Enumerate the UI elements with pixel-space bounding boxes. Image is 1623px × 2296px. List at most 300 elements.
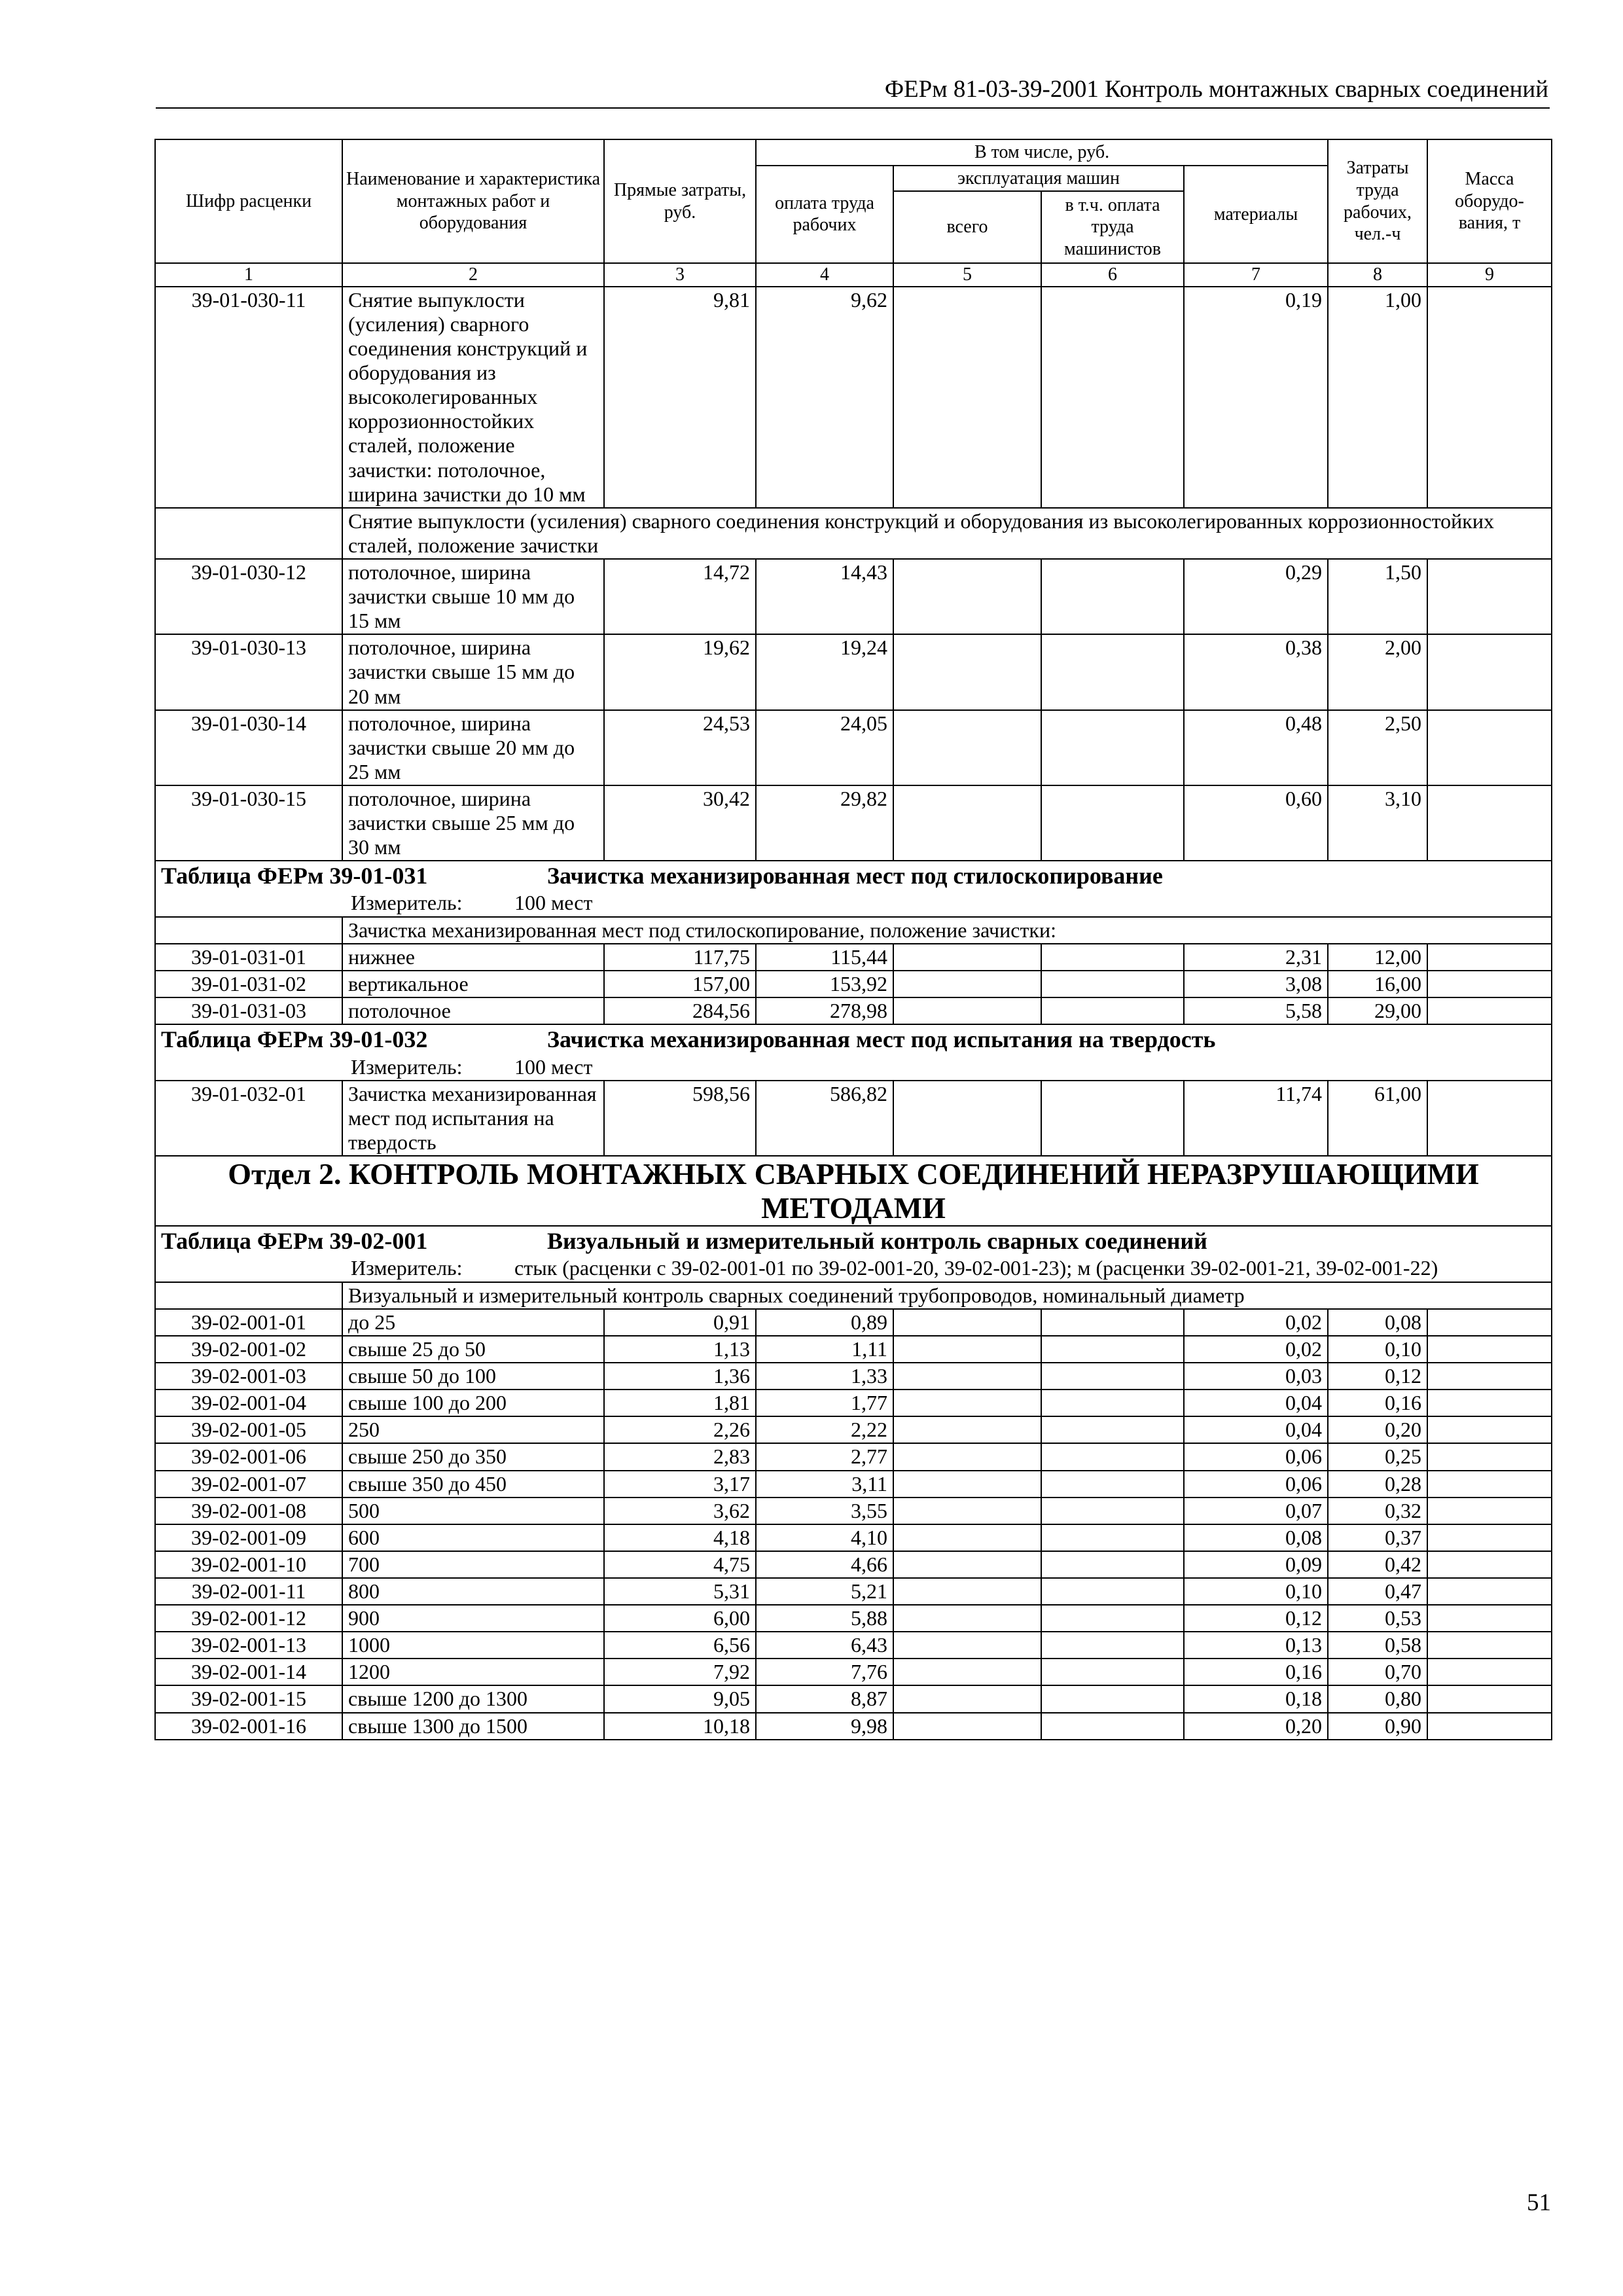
row-wages: 4,10	[756, 1524, 893, 1551]
row-name: 800	[342, 1578, 604, 1605]
row-direct: 1,36	[604, 1363, 756, 1390]
row-direct: 3,17	[604, 1471, 756, 1498]
row-mass	[1427, 1551, 1552, 1578]
section-title: Отдел 2. КОНТРОЛЬ МОНТАЖНЫХ СВАРНЫХ СОЕДИНЕНИЙ НЕРАЗРУШАЮЩИМИ МЕТОДАМИ	[155, 1156, 1552, 1226]
block-caption: Визуальный и измерительный контроль сварных соединений трубопроводов, номинальный диаметр	[342, 1282, 1552, 1309]
row-code: 39-01-031-02	[155, 971, 342, 997]
column-numbers-row	[155, 263, 1552, 287]
table-row	[155, 710, 1552, 785]
row-labor: 0,47	[1328, 1578, 1427, 1605]
row-machinists	[1041, 1081, 1184, 1156]
row-machines-total	[893, 785, 1041, 861]
row-mass	[1427, 1363, 1552, 1390]
table-row	[155, 1659, 1552, 1685]
row-wages: 115,44	[756, 944, 893, 971]
row-direct: 9,05	[604, 1685, 756, 1712]
row-machinists	[1041, 1524, 1184, 1551]
row-mass	[1427, 1498, 1552, 1524]
row-name: 500	[342, 1498, 604, 1524]
caption-row	[155, 1282, 1552, 1309]
row-mass	[1427, 1416, 1552, 1443]
row-machines-total	[893, 1363, 1041, 1390]
row-direct: 6,56	[604, 1632, 756, 1659]
row-code: 39-02-001-03	[155, 1363, 342, 1390]
row-machines-total	[893, 944, 1041, 971]
row-wages: 5,21	[756, 1578, 893, 1605]
row-machinists	[1041, 1498, 1184, 1524]
row-name: потолочное, ширина зачистки свыше 25 мм до 30 мм	[342, 785, 604, 861]
row-mass	[1427, 1390, 1552, 1416]
row-machinists	[1041, 1363, 1184, 1390]
row-name: свыше 25 до 50	[342, 1336, 604, 1363]
row-machinists	[1041, 1551, 1184, 1578]
meter-label: Измеритель:	[351, 891, 463, 915]
block1-rows	[155, 559, 1552, 861]
row-machines-total	[893, 997, 1041, 1024]
row-direct: 2,26	[604, 1416, 756, 1443]
row-direct: 2,83	[604, 1443, 756, 1470]
row-mass	[1427, 1578, 1552, 1605]
row-direct: 3,62	[604, 1498, 756, 1524]
meter-line	[351, 890, 1546, 915]
row-machines-total	[893, 710, 1041, 785]
col-header-incl: В том числе, руб.	[756, 139, 1328, 166]
row-machinists	[1041, 785, 1184, 861]
table-title-row	[155, 1024, 1552, 1081]
row-materials: 0,10	[1184, 1578, 1328, 1605]
column-number: 2	[342, 263, 604, 287]
row-wages: 1,33	[756, 1363, 893, 1390]
row-wages: 2,22	[756, 1416, 893, 1443]
row-machinists	[1041, 1416, 1184, 1443]
row-name: 900	[342, 1605, 604, 1632]
row-machines-total	[893, 1309, 1041, 1336]
row-machines-total	[893, 1551, 1041, 1578]
row-machines-total	[893, 634, 1041, 709]
col-header-direct: Прямые затраты, руб.	[604, 139, 756, 263]
col-header-name: Наименование и характеристика монтажных работ и оборудования	[342, 139, 604, 263]
table-row	[155, 1443, 1552, 1470]
row-machinists	[1041, 287, 1184, 508]
table-row	[155, 1309, 1552, 1336]
table031-rows	[155, 944, 1552, 1024]
row-code: 39-02-001-08	[155, 1498, 342, 1524]
row-labor: 1,50	[1328, 559, 1427, 634]
col-header-total: всего	[893, 191, 1041, 263]
row-machinists	[1041, 1390, 1184, 1416]
column-number: 9	[1427, 263, 1552, 287]
row-machinists	[1041, 1309, 1184, 1336]
row-materials: 0,16	[1184, 1659, 1328, 1685]
col-header-materials: материалы	[1184, 166, 1328, 264]
row-machinists	[1041, 1685, 1184, 1712]
row-wages: 9,98	[756, 1713, 893, 1740]
column-number: 5	[893, 263, 1041, 287]
row-mass	[1427, 785, 1552, 861]
row-mass	[1427, 1081, 1552, 1156]
row-wages: 29,82	[756, 785, 893, 861]
row-wages: 2,77	[756, 1443, 893, 1470]
row-materials: 0,48	[1184, 710, 1328, 785]
row-name: 1200	[342, 1659, 604, 1685]
row-direct: 1,81	[604, 1390, 756, 1416]
row-wages: 7,76	[756, 1659, 893, 1685]
row-machinists	[1041, 971, 1184, 997]
row-mass	[1427, 1336, 1552, 1363]
row-wages: 8,87	[756, 1685, 893, 1712]
row-materials: 0,12	[1184, 1605, 1328, 1632]
row-code: 39-02-001-14	[155, 1659, 342, 1685]
row-code: 39-02-001-07	[155, 1471, 342, 1498]
row-wages: 586,82	[756, 1081, 893, 1156]
row-wages: 24,05	[756, 710, 893, 785]
column-number: 1	[155, 263, 342, 287]
row-materials: 0,19	[1184, 287, 1328, 508]
row-code: 39-01-030-11	[155, 287, 342, 508]
column-number: 6	[1041, 263, 1184, 287]
row-code: 39-01-030-14	[155, 710, 342, 785]
row-name: вертикальное	[342, 971, 604, 997]
row-mass	[1427, 1632, 1552, 1659]
row-materials: 0,04	[1184, 1416, 1328, 1443]
column-number: 3	[604, 263, 756, 287]
row-materials: 0,13	[1184, 1632, 1328, 1659]
table-row	[155, 1578, 1552, 1605]
row-machines-total	[893, 1605, 1041, 1632]
meter-value: 100 мест	[514, 891, 593, 915]
table-row	[155, 287, 1552, 508]
row-code: 39-02-001-15	[155, 1685, 342, 1712]
row-direct: 157,00	[604, 971, 756, 997]
row-name: свыше 250 до 350	[342, 1443, 604, 1470]
row-machinists	[1041, 559, 1184, 634]
row-direct: 7,92	[604, 1659, 756, 1685]
table-title: Зачистка механизированная мест под испытания на твердость	[547, 1026, 1216, 1053]
row-labor: 1,00	[1328, 287, 1427, 508]
row-machines-total	[893, 1336, 1041, 1363]
row-materials: 2,31	[1184, 944, 1328, 971]
caption-row	[155, 917, 1552, 944]
table-row	[155, 785, 1552, 861]
row-machinists	[1041, 944, 1184, 971]
row-direct: 0,91	[604, 1309, 756, 1336]
meter-label: Измеритель:	[351, 1054, 463, 1079]
row-direct: 9,81	[604, 287, 756, 508]
table-row	[155, 1605, 1552, 1632]
column-number: 8	[1328, 263, 1427, 287]
row-name: свыше 50 до 100	[342, 1363, 604, 1390]
row-direct: 6,00	[604, 1605, 756, 1632]
row-name: 250	[342, 1416, 604, 1443]
row-wages: 5,88	[756, 1605, 893, 1632]
row-code: 39-01-030-15	[155, 785, 342, 861]
row-materials: 5,58	[1184, 997, 1328, 1024]
row-machinists	[1041, 710, 1184, 785]
row-wages: 278,98	[756, 997, 893, 1024]
row-direct: 19,62	[604, 634, 756, 709]
row-name: 1000	[342, 1632, 604, 1659]
row-labor: 0,12	[1328, 1363, 1427, 1390]
row-wages: 14,43	[756, 559, 893, 634]
row-machines-total	[893, 1390, 1041, 1416]
block-caption: Снятие выпуклости (усиления) сварного соединения конструкций и оборудования из высоколегированных коррозионностойких сталей, положение зачистки	[342, 508, 1552, 559]
row-direct: 30,42	[604, 785, 756, 861]
table-row	[155, 1498, 1552, 1524]
row-name: потолочное, ширина зачистки свыше 15 мм до 20 мм	[342, 634, 604, 709]
col-header-machinists: в т.ч. оплата труда машинистов	[1041, 191, 1184, 263]
row-mass	[1427, 1524, 1552, 1551]
row-wages: 1,11	[756, 1336, 893, 1363]
meter-value: 100 мест	[514, 1054, 593, 1079]
table-row	[155, 1524, 1552, 1551]
row-direct: 14,72	[604, 559, 756, 634]
row-code: 39-01-032-01	[155, 1081, 342, 1156]
row-direct: 4,75	[604, 1551, 756, 1578]
table-row	[155, 1363, 1552, 1390]
row-labor: 0,16	[1328, 1390, 1427, 1416]
row-code: 39-02-001-16	[155, 1713, 342, 1740]
row-machines-total	[893, 971, 1041, 997]
row-machines-total	[893, 1578, 1041, 1605]
column-number: 7	[1184, 263, 1328, 287]
caption-row	[155, 508, 1552, 559]
row-mass	[1427, 559, 1552, 634]
row-direct: 5,31	[604, 1578, 756, 1605]
row-code: 39-02-001-13	[155, 1632, 342, 1659]
row-mass	[1427, 1605, 1552, 1632]
col-header-wages: оплата труда рабочих	[756, 166, 893, 264]
table-row	[155, 1416, 1552, 1443]
row-wages: 9,62	[756, 287, 893, 508]
row-name: потолочное, ширина зачистки свыше 10 мм до 15 мм	[342, 559, 604, 634]
row-name: свыше 1300 до 1500	[342, 1713, 604, 1740]
row-materials: 0,06	[1184, 1443, 1328, 1470]
row-name: нижнее	[342, 944, 604, 971]
table-row	[155, 1336, 1552, 1363]
table-title: Визуальный и измерительный контроль сварных соединений	[547, 1228, 1207, 1255]
table-row	[155, 559, 1552, 634]
row-wages: 153,92	[756, 971, 893, 997]
row-labor: 0,90	[1328, 1713, 1427, 1740]
row-machines-total	[893, 559, 1041, 634]
row-machinists	[1041, 634, 1184, 709]
table-row	[155, 1081, 1552, 1156]
row-machines-total	[893, 1081, 1041, 1156]
meter-line	[351, 1255, 1546, 1280]
row-labor: 0,25	[1328, 1443, 1427, 1470]
row-materials: 0,09	[1184, 1551, 1328, 1578]
row-machines-total	[893, 1498, 1041, 1524]
row-name: потолочное	[342, 997, 604, 1024]
table-row	[155, 971, 1552, 997]
row-machines-total	[893, 287, 1041, 508]
row-materials: 0,18	[1184, 1685, 1328, 1712]
rates-table	[154, 139, 1552, 1740]
table-row	[155, 1685, 1552, 1712]
row-machinists	[1041, 1471, 1184, 1498]
row-mass	[1427, 944, 1552, 971]
row-mass	[1427, 997, 1552, 1024]
table-row	[155, 997, 1552, 1024]
row-machines-total	[893, 1713, 1041, 1740]
row-labor: 0,42	[1328, 1551, 1427, 1578]
row-materials: 11,74	[1184, 1081, 1328, 1156]
table-row	[155, 1632, 1552, 1659]
table201-rows	[155, 1309, 1552, 1740]
row-direct: 117,75	[604, 944, 756, 971]
row-wages: 1,77	[756, 1390, 893, 1416]
table-row	[155, 1713, 1552, 1740]
table-row	[155, 1551, 1552, 1578]
row-direct: 1,13	[604, 1336, 756, 1363]
row-name: Зачистка механизированная мест под испытания на твердость	[342, 1081, 604, 1156]
table-label: Таблица ФЕРм 39-01-032	[161, 1026, 428, 1053]
row-machinists	[1041, 1336, 1184, 1363]
row-materials: 0,38	[1184, 634, 1328, 709]
row-machinists	[1041, 1713, 1184, 1740]
row-materials: 0,02	[1184, 1309, 1328, 1336]
meter-value: стык (расценки с 39-02-001-01 по 39-02-001-20, 39-02-001-23); м (расценки 39-02-001-21, 39-02-001-22)	[514, 1256, 1438, 1280]
block-caption: Зачистка механизированная мест под стилоскопирование, положение зачистки:	[342, 917, 1552, 944]
row-mass	[1427, 287, 1552, 508]
row-code: 39-01-030-12	[155, 559, 342, 634]
row-code: 39-02-001-09	[155, 1524, 342, 1551]
row-labor: 0,58	[1328, 1632, 1427, 1659]
row-name: свыше 100 до 200	[342, 1390, 604, 1416]
row-code: 39-02-001-06	[155, 1443, 342, 1470]
table-title-row	[155, 861, 1552, 917]
row-mass	[1427, 634, 1552, 709]
row-wages: 3,11	[756, 1471, 893, 1498]
row-code: 39-02-001-12	[155, 1605, 342, 1632]
row-code: 39-02-001-10	[155, 1551, 342, 1578]
row-labor: 0,32	[1328, 1498, 1427, 1524]
row-machines-total	[893, 1471, 1041, 1498]
row-wages: 0,89	[756, 1309, 893, 1336]
row-code: 39-01-031-01	[155, 944, 342, 971]
row-code: 39-02-001-05	[155, 1416, 342, 1443]
row-materials: 0,06	[1184, 1471, 1328, 1498]
row-labor: 0,80	[1328, 1685, 1427, 1712]
page-number: 51	[1527, 2189, 1551, 2216]
row-mass	[1427, 1471, 1552, 1498]
row-materials: 0,29	[1184, 559, 1328, 634]
table-row	[155, 1471, 1552, 1498]
row-mass	[1427, 971, 1552, 997]
row-wages: 19,24	[756, 634, 893, 709]
row-mass	[1427, 1659, 1552, 1685]
row-code: 39-02-001-11	[155, 1578, 342, 1605]
row-labor: 29,00	[1328, 997, 1427, 1024]
row-machinists	[1041, 1659, 1184, 1685]
row-labor: 12,00	[1328, 944, 1427, 971]
row-materials: 0,60	[1184, 785, 1328, 861]
table-label: Таблица ФЕРм 39-01-031	[161, 863, 428, 889]
col-header-labor: Затраты труда рабочих, чел.-ч	[1328, 139, 1427, 263]
row-name: 700	[342, 1551, 604, 1578]
row-machinists	[1041, 1443, 1184, 1470]
row-labor: 0,08	[1328, 1309, 1427, 1336]
table-header	[155, 139, 1552, 287]
row-code: 39-01-030-13	[155, 634, 342, 709]
col-header-code: Шифр расценки	[155, 139, 342, 263]
row-code: 39-02-001-01	[155, 1309, 342, 1336]
row-code: 39-02-001-04	[155, 1390, 342, 1416]
row-wages: 4,66	[756, 1551, 893, 1578]
row-name: потолочное, ширина зачистки свыше 20 мм до 25 мм	[342, 710, 604, 785]
row-labor: 2,00	[1328, 634, 1427, 709]
row-mass	[1427, 1685, 1552, 1712]
row-machinists	[1041, 1632, 1184, 1659]
row-direct: 598,56	[604, 1081, 756, 1156]
row-labor: 0,10	[1328, 1336, 1427, 1363]
row-machines-total	[893, 1443, 1041, 1470]
row-machines-total	[893, 1524, 1041, 1551]
table-title: Зачистка механизированная мест под стилоскопирование	[547, 863, 1163, 889]
row-labor: 2,50	[1328, 710, 1427, 785]
page-header	[156, 73, 1550, 109]
table-row	[155, 634, 1552, 709]
table-title-row	[155, 1226, 1552, 1282]
row-labor: 0,28	[1328, 1471, 1427, 1498]
row-mass	[1427, 1713, 1552, 1740]
row-direct: 284,56	[604, 997, 756, 1024]
row-materials: 0,03	[1184, 1363, 1328, 1390]
meter-label: Измеритель:	[351, 1256, 463, 1280]
row-mass	[1427, 710, 1552, 785]
row-labor: 0,70	[1328, 1659, 1427, 1685]
table-row	[155, 1390, 1552, 1416]
row-materials: 0,02	[1184, 1336, 1328, 1363]
row-labor: 3,10	[1328, 785, 1427, 861]
row-name: до 25	[342, 1309, 604, 1336]
row-labor: 0,53	[1328, 1605, 1427, 1632]
row-direct: 24,53	[604, 710, 756, 785]
row-machines-total	[893, 1685, 1041, 1712]
row-wages: 6,43	[756, 1632, 893, 1659]
row-machines-total	[893, 1416, 1041, 1443]
col-header-mass: Масса оборудо-вания, т	[1427, 139, 1552, 263]
row-direct: 10,18	[604, 1713, 756, 1740]
page-header-title: ФЕРм 81-03-39-2001 Контроль монтажных сварных соединений	[884, 76, 1548, 103]
column-number: 4	[756, 263, 893, 287]
row-machines-total	[893, 1632, 1041, 1659]
row-name: Снятие выпуклости (усиления) сварного соединения конструкций и оборудования из высоколегированных коррозионностойких сталей, положение зачистки: потолочное, ширина зачистки до 10 мм	[342, 287, 604, 508]
row-name: свыше 1200 до 1300	[342, 1685, 604, 1712]
row-labor: 0,20	[1328, 1416, 1427, 1443]
row-code: 39-01-031-03	[155, 997, 342, 1024]
row-materials: 3,08	[1184, 971, 1328, 997]
row-code: 39-02-001-02	[155, 1336, 342, 1363]
row-materials: 0,07	[1184, 1498, 1328, 1524]
col-header-machines: эксплуатация машин	[893, 166, 1184, 192]
row-labor: 16,00	[1328, 971, 1427, 997]
row-mass	[1427, 1443, 1552, 1470]
row-labor: 0,37	[1328, 1524, 1427, 1551]
row-machinists	[1041, 997, 1184, 1024]
table-label: Таблица ФЕРм 39-02-001	[161, 1228, 428, 1255]
row-machines-total	[893, 1659, 1041, 1685]
row-machinists	[1041, 1605, 1184, 1632]
meter-line	[351, 1054, 1546, 1079]
row-machinists	[1041, 1578, 1184, 1605]
row-wages: 3,55	[756, 1498, 893, 1524]
row-materials: 0,20	[1184, 1713, 1328, 1740]
row-labor: 61,00	[1328, 1081, 1427, 1156]
row-materials: 0,08	[1184, 1524, 1328, 1551]
row-materials: 0,04	[1184, 1390, 1328, 1416]
row-direct: 4,18	[604, 1524, 756, 1551]
